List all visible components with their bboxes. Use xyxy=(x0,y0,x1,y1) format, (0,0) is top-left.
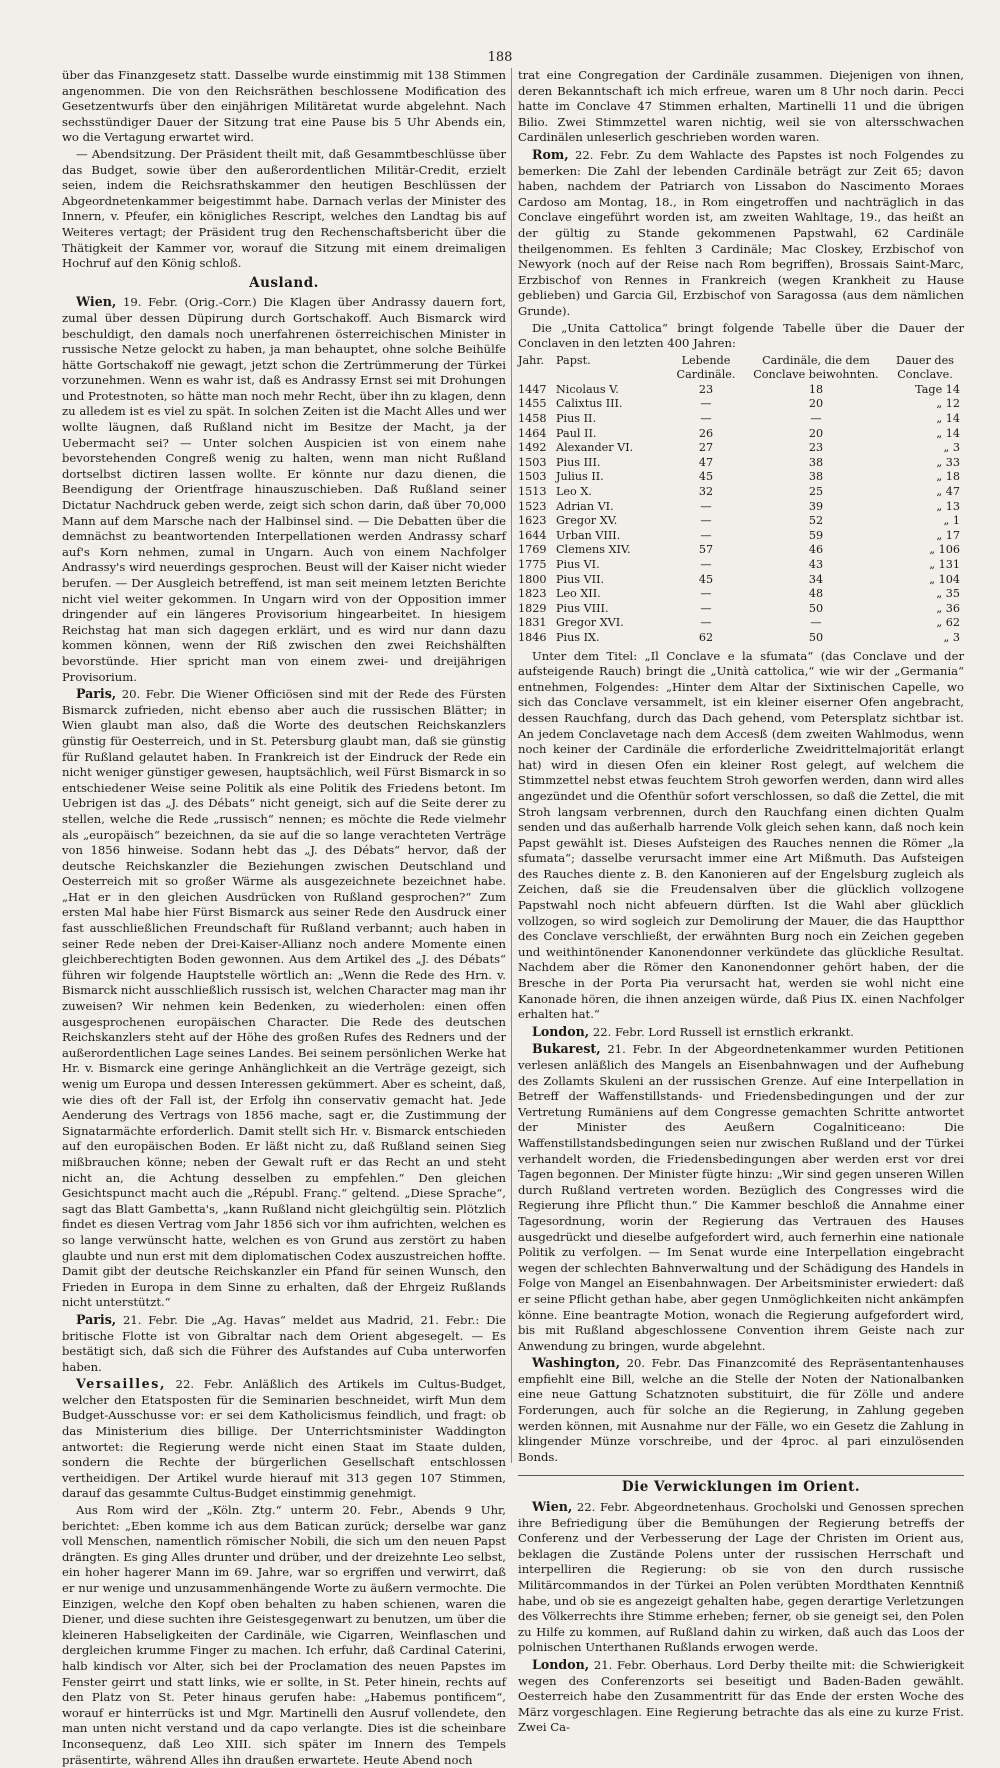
cell-attended: 43 xyxy=(808,558,824,571)
cell-pope: Urban VIII. xyxy=(556,528,621,542)
cell-year: 1623 xyxy=(518,514,547,528)
table-header-row xyxy=(518,354,964,383)
cell-living: 45 xyxy=(698,572,714,586)
table-row xyxy=(518,412,964,427)
cell-living: 26 xyxy=(698,426,714,440)
london-report-2 xyxy=(518,1657,964,1736)
cell-living: — xyxy=(700,412,712,426)
cell-duration: „ 35 xyxy=(936,587,960,601)
conclave-smoke-paragraph: Unter dem Titel: „Il Conclave e la sfumata“ (das Conclave und der aufsteigende Rauch) bringt die „Unità cattolica,“ wie wir der „Germania“ entnehmen, Folgendes: „Hinter dem Altar der Sixtinischen Capelle, wo sich das Conclave versammelt, ist ein kleiner eiserner Ofen angebracht, dessen Rauchfang, durch das Dach gehend, vom Petersplatz sichtbar ist. An jedem Conclavetage nach dem Accesß (dem zweiten Wahlmodus, wenn noch keiner der Cardinäle die erforderliche Zweidrittelmajorität erlangt hat) wird in diesen Ofen ein kleiner Rost gelegt, auf welchem die Stimmzettel nebst etwas feuchtem Stroh geworfen werden, dann wird alles angezündet und die Ofenthür sofort verschlossen, so daß die Zettel, die mit Stroh langsam verbrennen, durch den Rauchfang einen dichten Qualm senden und das außerhalb harrende Volk gleich sehen kann, daß noch kein Papst gewählt ist. Dieses Aufsteigen des Rauches nennen die Römer „la sfumata“; dasselbe verursacht immer eine Art Mißmuth. Das Aufsteigen des Rauches diente z. B. den Kanonieren auf der Engelsburg zugleich als Zeichen, daß sie die Freudensalven über die glücklich vollzogene Papstwahl noch nicht abfeuern dürften. Ist die Wahl aber glücklich vollzogen, so wird sogleich zur Demolirung der Mauer, die das Hauptthor des Conclave verschließt, der erwähnten Burg noch ein Zeichen gegeben und weithintönender Kanonendonner verkündete das glückliche Resultat. Nachdem aber die Römer den Kanonendonner gehört haben, der die Bresche in der Porta Pia verursacht hat, werden sie wohl nicht eine Kanonade hören, die ihnen anzeigen würde, daß Pius IX. einen Nachfolger erhalten hat.“ xyxy=(518,648,964,1022)
cell-pope: Pius II. xyxy=(556,412,597,426)
cell-duration: „ 33 xyxy=(936,455,960,469)
cell-attended: 50 xyxy=(808,601,824,615)
cell-year: 1513 xyxy=(518,485,547,499)
cell-duration: „ 1 xyxy=(943,514,960,528)
wien-report xyxy=(62,294,506,685)
cell-pope: Calixtus III. xyxy=(556,397,623,411)
section-heading-orient: Die Verwicklungen im Orient. xyxy=(621,1479,861,1496)
table-row xyxy=(518,470,964,485)
table-row xyxy=(518,383,964,398)
paris-report-2 xyxy=(62,1312,506,1375)
article-text: 20. Febr. Das Finanzcomité des Repräsentantenhauses empfiehlt eine Bill, welche an die Stelle der Noten der Nationalbanken eine neue Gattung Schatznoten substituirt, die für Zölle und andere Forderungen, auch für solche an die Regierung, in Zahlung gegeben werden können, mit Ausnahme nur der Fälle, wo ein Gesetz die Zahlung in klingender Münze vorschreibe, und der 4proc. al pari einzulösenden Bonds. xyxy=(518,1356,964,1464)
cell-year: 1447 xyxy=(518,382,547,396)
cell-living: 32 xyxy=(698,485,714,499)
rom-report-2 xyxy=(518,147,964,320)
cell-attended: 38 xyxy=(808,455,824,469)
cell-pope: Pius III. xyxy=(556,455,601,469)
article-text: 21. Febr. Oberhaus. Lord Derby theilte mit: die Schwierigkeit wegen des Conferenzorts sei beseitigt und Baden-Baden gewählt. Oesterreich habe den Zusammentritt für das Ende der ersten Woche des März vorgeschlagen. Eine Regierung betrachte das als eine zu kurze Frist. Zwei Ca- xyxy=(518,1657,964,1735)
cell-pope: Pius VIII. xyxy=(556,601,609,615)
table-row xyxy=(518,456,964,471)
cell-living: — xyxy=(700,397,712,411)
table-row xyxy=(518,587,964,602)
table-row xyxy=(518,602,964,617)
cell-living: — xyxy=(700,528,712,542)
congregation-paragraph: trat eine Congregation der Cardinäle zusammen. Diejenigen von ihnen, deren Bekanntschaft ich mich erfreue, waren um 8 Uhr noch darin. Pecci hatte im Conclave 47 Stimmen erhalten, Martinelli 11 und die übrigen Bilio. Zwei Stimmzettel waren nichtig, weil sie von altersschwachen Cardinälen unleserlich geschrieben worden waren. xyxy=(518,68,964,145)
cell-duration: „ 47 xyxy=(936,485,960,499)
cell-duration: „ 3 xyxy=(943,441,960,455)
washington-report xyxy=(518,1355,964,1465)
section-heading-ausland: Ausland. xyxy=(249,274,319,291)
cell-pope: Pius VII. xyxy=(556,572,605,586)
table-row xyxy=(518,543,964,558)
cell-pope: Alexander VI. xyxy=(556,441,634,455)
table-row xyxy=(518,529,964,544)
table-row xyxy=(518,514,964,529)
cell-pope: Adrian VI. xyxy=(556,499,614,513)
cell-year: 1458 xyxy=(518,412,547,426)
cell-pope: Gregor XVI. xyxy=(556,616,624,630)
cell-duration: „ 17 xyxy=(936,528,960,542)
london-report-1 xyxy=(518,1024,964,1041)
cell-duration: „ 131 xyxy=(929,558,960,571)
dateline-place: Paris, xyxy=(76,1311,117,1327)
page-number: 188 xyxy=(487,50,513,65)
finance-law-paragraph: über das Finanzgesetz statt. Dasselbe wurde einstimmig mit 138 Stimmen angenommen. Die von den Reichsräthen beschlossene Modification des Gesetzentwurfs über den einjährigen Militäretat wurde abgelehnt. Nach sechsstündiger Dauer der Sitzung trat eine Pause bis 5 Uhr Abends ein, wo die Vertagung erwartet wird. xyxy=(62,68,506,145)
cell-attended: — xyxy=(810,412,822,426)
article-text: 22. Febr. Abgeordnetenhaus. Grocholski und Genossen sprechen ihre Befriedigung über die Bemühungen der Regierung betreffs der Conferenz und der Verbesserung der Lage der Christen im Orient aus, beklagen die Zustände Polens unter der russischen Herrschaft und interpelliren die Regierung: ob sie von den durch russische Militärcommandos in der Türkei an Polen verübten Mordthaten Kenntniß habe, und ob sie es angezeigt gehalten habe, gegen derartige Verletzungen des Völkerrechts ihre Stimme erheben; ferner, ob sie geneigt sei, den Polen zu Hilfe zu kommen, auf Rußland dahin zu wirken, daß auch das Loos der polnischen Unterthanen Rußlands erwogen werde. xyxy=(518,1500,964,1655)
cell-living: 47 xyxy=(698,455,714,469)
cell-attended: — xyxy=(810,616,822,630)
cell-pope: Pius IX. xyxy=(556,630,600,644)
cell-attended: 38 xyxy=(808,470,824,484)
cell-attended: 59 xyxy=(808,528,824,542)
cell-living: 45 xyxy=(698,470,714,484)
cell-year: 1800 xyxy=(518,572,547,586)
cell-year: 1831 xyxy=(518,616,547,630)
cell-year: 1775 xyxy=(518,558,547,571)
dateline-place: Wien, xyxy=(76,294,117,310)
table-row xyxy=(518,485,964,500)
cell-pope: Julius II. xyxy=(556,470,604,484)
cell-living: — xyxy=(700,587,712,601)
conclave-duration-table xyxy=(518,354,964,646)
cell-duration: „ 12 xyxy=(936,397,960,411)
article-text: 22. Febr. Anläßlich des Artikels im Cultus-Budget, welcher den Etatsposten für die Seminarien beschneidet, wirft Mun dem Budget-Ausschusse vor: er sei dem Katholicismus feindlich, und fragt: ob das Ministerium dies billige. Der Unterrichtsminister Waddington antwortet: die Regierung werde nicht einen Staat im Staate dulden, sondern die Rechte der bürgerlichen Gesellschaft entschlossen vertheidigen. Der Artikel wurde hierauf mit 313 gegen 107 Stimmen, darauf das gesammte Cultus-Budget einstimmig genehmigt. xyxy=(62,1377,506,1501)
cell-attended: 20 xyxy=(808,397,824,411)
cell-living: 62 xyxy=(698,630,714,644)
dateline-place: Bukarest, xyxy=(532,1041,601,1057)
left-column xyxy=(62,68,506,1767)
cell-living: — xyxy=(700,499,712,513)
cell-year: 1455 xyxy=(518,397,547,411)
dateline-place: London, xyxy=(532,1023,590,1039)
cell-year: 1523 xyxy=(518,499,547,513)
cell-year: 1829 xyxy=(518,601,547,615)
cell-duration: „ 18 xyxy=(936,470,960,484)
cell-attended: 25 xyxy=(808,485,824,499)
cell-attended: 34 xyxy=(808,572,824,586)
section-divider xyxy=(518,1475,964,1476)
article-text: 19. Febr. (Orig.-Corr.) Die Klagen über Andrassy dauern fort, zumal über dessen Düpirung durch Gortschakoff. Auch Bismarck wird beschuldigt, den damals noch unerfahrenen österreichischen Minister in russische Netze gelockt zu haben, ja man behauptet, ohne solche Beihülfe hätte Gortschakoff nie gewagt, jetzt schon die Zertrümmerung der Türkei vorzunehmen. Wenn es wahr ist, daß es Andrassy Ernst sei mit Drohungen und Protestnoten, so hätte man noch mehr Recht, über ihn zu klagen, denn zu alledem ist es viel zu spät. In solchen Zeiten ist die Macht Alles und wer wollte läugnen, daß Rußland nicht im Besitze der Macht, ja der Uebermacht sei? — Unter solchen Auspicien ist von einem nahe bevorstehenden Congreß wenig zu halten, wenn man nicht Rußland dortselbst dictiren lassen wollte. Er könnte nur dazu dienen, die Beendigung der Orientfrage hinauszuschieben. Daß Rußland seiner Dictatur Nachdruck geben werde, zeigt sich schon darin, daß über 70,000 Mann auf dem Marsche nach der Halbinsel sind. — Die Debatten über die demnächst zu beantwortenden Interpellationen werden Andrassy scharf auf's Korn nehmen, zumal in Ungarn. Auch von einem Nachfolger Andrassy's wird neuerdings gesprochen. Beust will der Kaiser nicht wieder berufen. — Der Ausgleich betreffend, ist man seit meinem letzten Berichte nicht viel weiter gekommen. In Ungarn wird von der Opposition immer dringender auf ein längeres Provisorium hingearbeitet. In hiesigem Reichstag hat man sich dagegen erklärt, und es wird nur dann dazu kommen können, wenn der Riß zwischen den zwei Reichshälften bevorstünde. Hier spricht man von einem zwei- und dreijährigen Provisorium. xyxy=(62,295,506,684)
table-body xyxy=(518,383,964,646)
cell-duration: „ 36 xyxy=(936,601,960,615)
article-text: 22. Febr. Zu dem Wahlacte des Papstes ist noch Folgendes zu bemerken: Die Zahl der lebenden Cardinäle beträgt zur Zeit 65; davon haben, nachdem der Patriarch von Lissabon do Nascimento Moraes Cardoso am Montag, 18., in Rom eingetroffen und nachträglich in das Conclave eingeführt worden ist, am zweiten Wahltage, 19., das heißt an der gültig zu Stande gekommenen Papstwahl, 62 Cardinäle theilgenommen. Es fehlten 3 Cardinäle; Mac Closkey, Erzbischof von Newyork (noch auf der Reise nach Rom begriffen), Brossais Saint-Marc, Erzbischof von Rennes in Frankreich (wegen Krankheit zu Hause geblieben) und Garcia Gil, Erzbischof von Saragossa (aus dem nämlichen Grunde). xyxy=(518,147,964,318)
cell-year: 1846 xyxy=(518,630,547,644)
cell-attended: 20 xyxy=(808,426,824,440)
cell-duration: „ 13 xyxy=(936,499,960,513)
dateline-place: Washington, xyxy=(532,1355,620,1371)
wien-report-2 xyxy=(518,1499,964,1656)
cell-pope: Leo X. xyxy=(556,485,592,499)
rom-report: Aus Rom wird der „Köln. Ztg.“ unterm 20. Febr., Abends 9 Uhr, berichtet: „Eben komme ich aus dem Batican zurück; derselbe war ganz voll Menschen, namentlich römischer Nobili, die sich um den neuen Papst drängten. Es ging Alles drunter und drüber, und der dreizehnte Leo selbst, ein hoher hagerer Mann im 69. Jahre, war so ergriffen und verwirrt, daß er nur wenige und unzusammenhängende Worte zu äußern vermochte. Die Einzigen, welche den Kopf oben behalten zu haben schienen, waren die Diener, und diese suchten ihre Geistesgegenwart zu benutzen, um über die kleineren Habseligkeiten der Cardinäle, wie Cigarren, Weinflaschen und dergleichen krumme Finger zu machen. Ich erfuhr, daß Cardinal Caterini, halb kindisch vor Alter, sich bei der Proclamation des neuen Papstes im Fenster geirrt und statt links, wie er sollte, in St. Peter hinein, rechts auf den Platz von St. Peter hinaus gerufen habe: „Habemus pontificem“, worauf er hinterrücks ist und Mgr. Martinelli den Ausruf vollendete, den man unten nicht verstand und da capo verlangte. Dies ist die scheinbare Inconsequenz, daß Leo XIII. sich später im Innern des Tempels präsentirte, während Alles ihn draußen erwartete. Heute Abend noch xyxy=(62,1503,506,1767)
paris-report-1 xyxy=(62,686,506,1311)
table-row xyxy=(518,558,964,573)
cell-living: — xyxy=(700,514,712,528)
column-header-year: Jahr. xyxy=(518,353,545,367)
cell-duration: „ 14 xyxy=(936,412,960,426)
cell-duration: „ 106 xyxy=(929,543,960,557)
article-text: 21. Febr. Die „Ag. Havas“ meldet aus Madrid, 21. Febr.: Die britische Flotte ist von Gibraltar nach dem Orient abgesegelt. — Es bestätigt sich, daß sich die Führer des Aufstandes auf Cuba unterworfen haben. xyxy=(62,1312,506,1374)
cell-living: — xyxy=(700,558,712,571)
column-divider xyxy=(511,68,512,1463)
cell-living: 27 xyxy=(698,441,714,455)
versailles-report xyxy=(62,1376,506,1502)
column-header-duration: Dauer des Conclave. xyxy=(896,353,954,382)
table-row xyxy=(518,397,964,412)
cell-duration: „ 104 xyxy=(929,572,960,586)
cell-pope: Leo XII. xyxy=(556,587,601,601)
cell-duration: „ 3 xyxy=(943,630,960,644)
table-row xyxy=(518,427,964,442)
cell-year: 1823 xyxy=(518,587,547,601)
cell-year: 1644 xyxy=(518,528,547,542)
cell-attended: 23 xyxy=(808,441,824,455)
dateline-place: Rom, xyxy=(532,146,569,162)
cell-attended: 18 xyxy=(808,382,824,396)
column-header-attended: Cardinäle, die dem Conclave beiwohnten. xyxy=(753,353,879,382)
article-text: 20. Febr. Die Wiener Officiösen sind mit der Rede des Fürsten Bismarck zufrieden, nicht ebenso aber auch die russischen Blätter; in Wien glaubt man also, daß die Worte des deutschen Reichskanzlers günstig für Oesterreich, und in St. Petersburg glaubt man, daß sie günstig für Rußland gelautet haben. In Frankreich ist der Eindruck der Rede ein nicht weniger günstiger gewesen, hauptsächlich, weil Fürst Bismarck in so entschiedener Weise seine Politik als eine Politik des Friedens betont. Im Uebrigen ist das „J. des Débats“ nicht geneigt, sich auf die Seite derer zu stellen, welche die Rede „russisch“ nennen; es möchte die Rede vielmehr als „europäisch“ bezeichnen, da sie auf die so lange verachteten Verträge von 1856 hinweise. Sodann hebt das „J. des Débats“ hervor, daß der deutsche Reichskanzler die Beziehungen zwischen Deutschland und Oesterreich mit so großer Wärme als ausgezeichnete bezeichnet habe. „Hat er in den gleichen Ausdrücken von Rußland gesprochen?“ Zum ersten Mal habe hier Fürst Bismarck aus seiner Rede den Ausdruck einer fast ausschließlichen Freundschaft für Rußland verbannt; auch haben in seiner Rede neben der Drei-Kaiser-Allianz noch andere Momente einen gleichberechtigten Boden gewonnen. Aus dem Artikel des „J. des Débats“ führen wir folgende Hauptstelle wörtlich an: „Wenn die Rede des Hrn. v. Bismarck nicht ausschließlich russisch ist, welchen Character mag man ihr zuweisen? Wir nehmen kein Bedenken, zu wiederholen: einen offen ausgesprochenen europäischen Character. Die Rede des deutschen Reichskanzlers steht auf der Höhe des großen Rufes des Redners und der außerordentlichen Lage seines Landes. Bei seinem persönlichen Werke hat Hr. v. Bismarck eine geringe Anhänglichkeit an die Verträge gezeigt, sich wenig um Europa und dessen Interessen gekümmert. Aber es scheint, daß, wie dies oft der Fall ist, der Erfolg ihn conservativ gemacht hat. Jede Aenderung des Vertrags von 1856 mache, sagt er, die Zustimmung der Signatarmächte erforderlich. Damit stellt sich Hr. v. Bismarck entschieden auf den europäischen Boden. Er läßt nicht zu, daß Rußland seinen Sieg mißbrauchen könne; neben der Gewalt ruft er das Recht an und steht nicht an, die Achtung desselben zu empfehlen.“ Den gleichen Gesichtspunct macht auch die „Républ. Franç.“ geltend. „Diese Sprache“, sagt das Blatt Gambetta's, „kann Rußland nicht gleichgültig sein. Plötzlich findet es diesen Vertrag vom Jahr 1856 sich vor ihm aufrichten, welchen es so lange verwünscht hatte, welchen es von Grund aus zerstört zu haben glaubte und nun erst mit dem diplomatischen Codex auszustreichen hoffte. Damit gibt der deutsche Reichskanzler ein Pfand für seinen Wunsch, den Frieden in Europa in dem Sinne zu erhalten, daß der Ehrgeiz Rußlands nicht unterstützt.“ xyxy=(62,687,506,1310)
column-header-pope: Papst. xyxy=(556,353,591,367)
cell-pope: Nicolaus V. xyxy=(556,382,619,396)
cell-duration: „ 14 xyxy=(936,426,960,440)
right-column xyxy=(518,68,964,1735)
article-text: 21. Febr. In der Abgeordnetenkammer wurden Petitionen verlesen anläßlich des Mangels an Eisenbahnwagen und der Aufhebung des Zollamts Skuleni an der russischen Grenze. Auf eine Interpellation in Betreff der Waffenstillstands- und Friedensbedingungen und der zur Vertretung Rumäniens auf dem Congresse gemachten Schritte antwortet der Minister des Aeußern Cogalniticeano: Die Waffenstillstandsbedingungen seien nur zwischen Rußland und der Türkei verhandelt worden, die Friedensbedingungen aber werden erst vor drei Tagen begonnen. Der Minister fügte hinzu: „Wir sind gegen unseren Willen durch Rußland vertreten worden. Bezüglich des Congresses wird die Regierung ihre Pflicht thun.“ Die Kammer beschloß die Annahme einer Tagesordnung, worin der Regierung das Vertrauen des Hauses ausgedrückt und dieselbe aufgefordert wird, auch fernerhin eine nationale Politik zu verfolgen. — Im Senat wurde eine Interpellation eingebracht wegen der schlechten Bahnverwaltung und der Schädigung des Handels in Folge von Mangel an Eisenbahnwagen. Der Arbeitsminister erwiedert: daß er seine Pflicht gethan habe, aber gegen Unmöglichkeiten nicht ankämpfen könne. Eine beantragte Motion, wonach die Regierung aufgefordert wird, bis mit Rußland abgeschlossene Convention ihrem Geiste nach zur Anwendung zu bringen, wurde abgelehnt. xyxy=(518,1042,964,1353)
article-text: 22. Febr. Lord Russell ist ernstlich erkrankt. xyxy=(589,1024,854,1039)
dateline-place: Paris, xyxy=(76,686,117,702)
cell-duration: „ 62 xyxy=(936,616,960,630)
cell-attended: 46 xyxy=(808,543,824,557)
table-row xyxy=(518,616,964,631)
cell-year: 1464 xyxy=(518,426,547,440)
table-row xyxy=(518,441,964,456)
cell-year: 1492 xyxy=(518,441,547,455)
table-row xyxy=(518,631,964,646)
bukarest-report xyxy=(518,1041,964,1354)
cell-attended: 50 xyxy=(808,630,824,644)
cell-attended: 48 xyxy=(808,587,824,601)
column-header-living: Lebende Cardinäle. xyxy=(676,353,736,382)
cell-living: 23 xyxy=(698,382,714,396)
table-row xyxy=(518,500,964,515)
cell-attended: 52 xyxy=(808,514,824,528)
evening-session-paragraph: — Abendsitzung. Der Präsident theilt mit, daß Gesammtbeschlüsse über das Budget, sowie über den außerordentlichen Militär-Credit, erzielt seien, indem die Reichsrathskammer den heutigen Beschlüssen der Abgeordnetenkammer beigestimmt habe. Darnach verlas der Minister des Innern, v. Pfeufer, ein königliches Rescript, welches den Landtag bis auf Weiteres vertagt; der Präsident trug den Rechenschaftsbericht über die Thätigkeit der Kammer vor, worauf die Sitzung mit einem dreimaligen Hochruf auf den König schloß. xyxy=(62,146,506,271)
dateline-place: Versailles, xyxy=(76,1376,166,1392)
dateline-place: London, xyxy=(532,1656,590,1672)
table-row xyxy=(518,573,964,588)
cell-living: 57 xyxy=(698,543,714,557)
cell-duration: Tage 14 xyxy=(915,382,960,396)
cell-pope: Clemens XIV. xyxy=(556,543,631,557)
cell-year: 1503 xyxy=(518,455,547,469)
dateline-place: Wien, xyxy=(532,1499,573,1515)
cell-pope: Gregor XV. xyxy=(556,514,618,528)
unita-cattolica-intro: Die „Unita Cattolica“ bringt folgende Tabelle über die Dauer der Conclaven in den letzten 400 Jahren: xyxy=(518,320,964,351)
cell-year: 1769 xyxy=(518,543,547,557)
cell-pope: Pius VI. xyxy=(556,558,600,571)
cell-year: 1503 xyxy=(518,470,547,484)
cell-attended: 39 xyxy=(808,499,824,513)
cell-pope: Paul II. xyxy=(556,426,597,440)
cell-living: — xyxy=(700,601,712,615)
cell-living: — xyxy=(700,616,712,630)
